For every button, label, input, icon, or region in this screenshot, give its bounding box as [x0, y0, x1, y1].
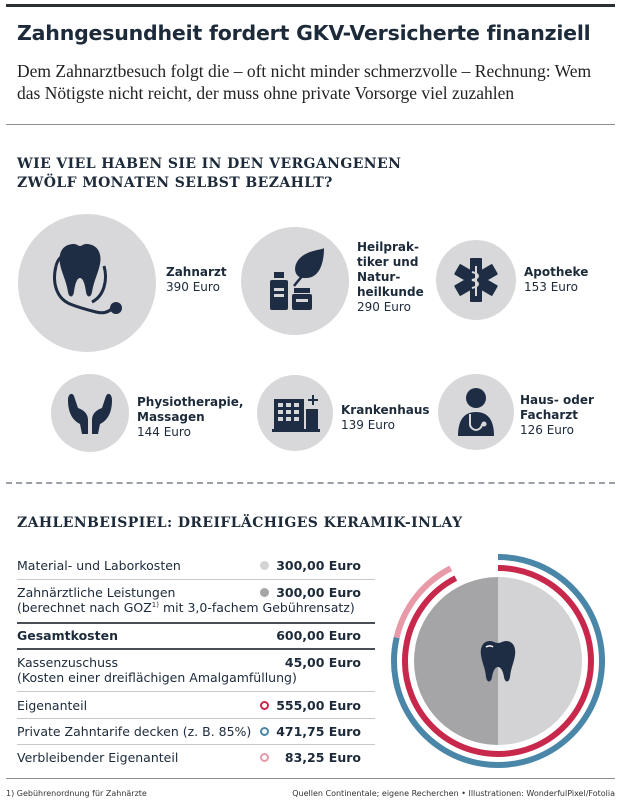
legend-dot-material	[260, 561, 269, 570]
legend-dot-leistungen	[260, 588, 269, 597]
category-zahnarzt	[166, 265, 227, 295]
row-value: 471,75 Euro	[276, 724, 361, 739]
row-sublabel: (Kosten einer dreiflächigen Amalgamfüllung)	[17, 670, 297, 685]
top-rule	[6, 4, 615, 7]
page-title: Zahngesundheit fordert GKV-Versicherte finanziell	[17, 21, 591, 45]
category-apotheke	[524, 265, 588, 295]
section-heading-example: ZAHLENBEISPIEL: DREIFLÄCHIGES KERAMIK-INLAY	[17, 515, 463, 531]
row-sublabel-start: (berechnet nach GOZ	[17, 600, 152, 615]
table-row-kassenzuschuss	[17, 655, 375, 687]
category-name: Apotheke	[524, 265, 589, 279]
category-amount: 390 Euro	[166, 280, 220, 294]
row-label: Verbleibender Eigenanteil	[17, 750, 179, 765]
row-value: 300,00 Euro	[276, 558, 361, 573]
table-separator	[17, 622, 375, 624]
category-name: Physiotherapie, Massagen	[137, 395, 244, 424]
legend-ring-eigenanteil	[260, 701, 269, 710]
row-value: 300,00 Euro	[276, 585, 361, 600]
category-name: Zahnarzt	[166, 265, 227, 279]
sources-credit: Quellen Continentale; eigene Recherchen • Illustrationen: WonderfulPixel/Fotolia	[292, 789, 615, 798]
table-row-private	[17, 724, 375, 742]
table-separator	[17, 744, 375, 745]
table-separator	[17, 648, 375, 650]
category-facharzt	[520, 393, 594, 438]
category-amount: 139 Euro	[341, 418, 395, 432]
section-heading-line-2: ZWÖLF MONATEN SELBST BEZAHLT?	[17, 175, 333, 191]
category-krankenhaus	[341, 403, 430, 433]
table-row-gesamtkosten	[17, 628, 375, 646]
massage-hands-icon	[64, 390, 116, 436]
category-name: Haus- oder Facharzt	[520, 393, 594, 422]
doctor-icon	[454, 386, 498, 438]
footnote: 1) Gebührenordnung für Zahnärzte	[6, 789, 147, 798]
category-physiotherapie	[137, 395, 244, 440]
table-separator	[17, 691, 375, 692]
category-amount: 153 Euro	[524, 280, 578, 294]
category-amount: 290 Euro	[357, 300, 411, 314]
page-subtitle: Dem Zahnarztbesuch folgt die – oft nicht minder schmerzvolle – Rechnung: Wem das Nötigste nicht reicht, der muss ohne private Vorsorge viel zuzahlen	[17, 61, 592, 103]
table-separator	[17, 718, 375, 719]
row-label: Private Zahntarife decken (z. B. 85%)	[17, 724, 252, 739]
section-heading-expenses	[17, 155, 401, 193]
row-value: 83,25 Euro	[284, 750, 361, 765]
row-label: Kassenzuschuss	[17, 655, 119, 670]
row-label: Eigenanteil	[17, 698, 88, 713]
table-row-leistungen	[17, 585, 375, 617]
table-row-material	[17, 558, 375, 576]
row-sublabel-end: mit 3,0-fachem Gebührensatz)	[158, 600, 355, 615]
table-separator	[17, 579, 375, 580]
category-name: Heilprak- tiker und Natur- heilkunde	[357, 240, 424, 299]
hospital-icon	[272, 393, 320, 433]
legend-ring-private	[260, 727, 269, 736]
footer-rule	[6, 778, 615, 779]
row-label: Gesamtkosten	[17, 628, 118, 643]
row-value: 600,00 Euro	[276, 628, 361, 643]
category-name: Krankenhaus	[341, 403, 430, 417]
row-label: Material- und Laborkosten	[17, 558, 181, 573]
herbal-medicine-icon	[266, 248, 328, 314]
header-divider	[6, 124, 615, 125]
category-heilpraktiker	[357, 240, 424, 315]
cost-donut-chart	[388, 551, 608, 771]
section-heading-line-1: WIE VIEL HABEN SIE IN DEN VERGANGENEN	[17, 156, 402, 172]
category-amount: 126 Euro	[520, 423, 574, 437]
footnote-marker: 1)	[151, 600, 159, 609]
legend-ring-verbleibend	[260, 753, 269, 762]
category-amount: 144 Euro	[137, 425, 191, 439]
row-sublabel	[17, 600, 355, 615]
table-row-eigenanteil	[17, 698, 375, 716]
tooth-stethoscope-icon	[48, 240, 128, 325]
row-label: Zahnärztliche Leistungen	[17, 585, 176, 600]
row-value: 555,00 Euro	[276, 698, 361, 713]
section-divider	[6, 482, 615, 484]
row-value: 45,00 Euro	[284, 655, 361, 670]
star-of-life-icon	[452, 256, 500, 304]
table-row-verbleibend	[17, 750, 375, 768]
